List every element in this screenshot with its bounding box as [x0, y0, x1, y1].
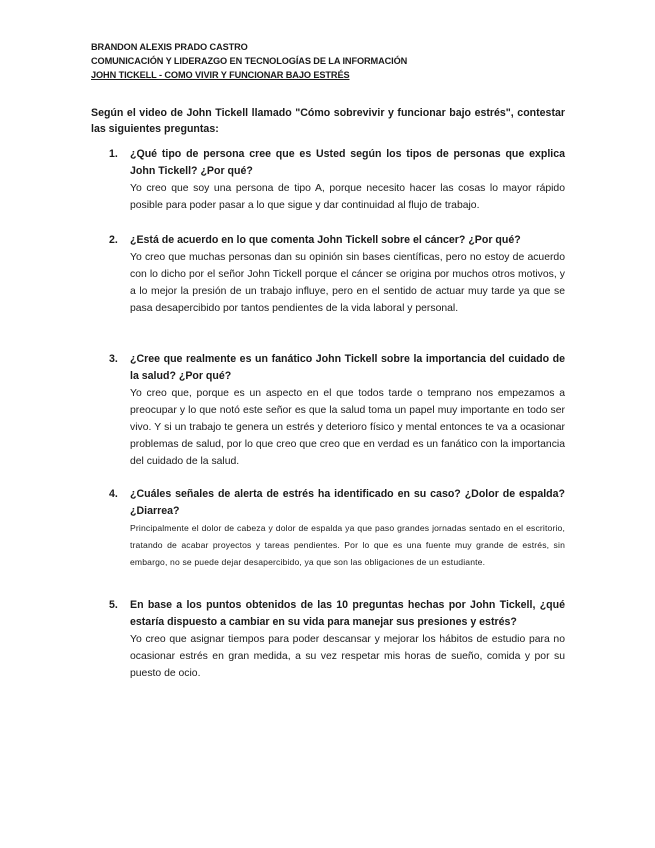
answer-text: Yo creo que muchas personas dan su opinión sin bases científicas, pero no estoy de acuerdo con lo dicho por el señor John Tickell porque el cáncer se origina por muchos otros motivos, y a lo mejor la presión de un trabajo influye, pero en el sentido de actuar muy tarde ya que se pasa desapercibido por tantos pendientes de la vida laboral y personal.	[130, 252, 565, 314]
document-header	[91, 40, 571, 82]
intro-paragraph: Según el video de John Tickell llamado "Cómo sobrevivir y funcionar bajo estrés", contestar las siguientes preguntas:	[91, 107, 565, 135]
question-number: 1.	[109, 148, 118, 160]
question-item-1	[91, 146, 565, 214]
question-item-4	[91, 486, 565, 571]
answer-text: Yo creo que asignar tiempos para poder descansar y mejorar los hábitos de estudio para no ocasionar estrés en gran medida, a su vez respetar mis horas de sueño, comida y por su puesto de ocio.	[130, 634, 565, 679]
question-item-5	[91, 597, 565, 682]
question-text: En base a los puntos obtenidos de las 10 preguntas hechas por John Tickell, ¿qué estaría dispuesto a cambiar en su vida para manejar sus presiones y estrés?	[130, 599, 565, 628]
question-text: ¿Cree que realmente es un fanático John Tickell sobre la importancia del cuidado de la salud? ¿Por qué?	[130, 353, 565, 382]
course-name: COMUNICACIÓN Y LIDERAZGO EN TECNOLOGÍAS DE LA INFORMACIÓN	[91, 56, 408, 66]
question-number: 5.	[109, 599, 118, 611]
question-number: 4.	[109, 488, 118, 500]
answer-text: Yo creo que, porque es un aspecto en el que todos tarde o temprano nos empezamos a preocupar y lo que notó este señor es que la salud toma un papel muy importante en todo ser vivo. Y si un trabajo te genera un estrés y deterioro físico y mental entonces te va a ocasionar problemas de salud, por lo que creo que creo que en verdad es un fanático con la importancia del cuidado de la salud.	[130, 388, 565, 467]
question-text: ¿Cuáles señales de alerta de estrés ha identificado en su caso? ¿Dolor de espalda? ¿Diarrea?	[130, 488, 565, 517]
author-name: BRANDON ALEXIS PRADO CASTRO	[91, 42, 248, 52]
question-item-3	[91, 351, 565, 470]
question-number: 2.	[109, 234, 118, 246]
answer-text: Yo creo que soy una persona de tipo A, porque necesito hacer las cosas lo mayor rápido posible para poder pasar a lo que sigue y dar continuidad al flujo de trabajo.	[130, 183, 565, 211]
answer-text: Principalmente el dolor de cabeza y dolor de espalda ya que paso grandes jornadas sentado en el escritorio, tratando de acabar proyectos y tareas pendientes. Por lo que es una fuente muy grande de estrés, sin embargo, no se puede dejar desapercibido, ya que son las obligaciones de un estudiante.	[130, 523, 565, 567]
question-text: ¿Está de acuerdo en lo que comenta John Tickell sobre el cáncer? ¿Por qué?	[130, 234, 521, 246]
question-item-2	[91, 232, 565, 317]
question-number: 3.	[109, 353, 118, 365]
document-title: JOHN TICKELL - COMO VIVIR Y FUNCIONAR BAJO ESTRÉS	[91, 70, 350, 80]
question-text: ¿Qué tipo de persona cree que es Usted según los tipos de personas que explica John Tickell? ¿Por qué?	[130, 148, 565, 177]
